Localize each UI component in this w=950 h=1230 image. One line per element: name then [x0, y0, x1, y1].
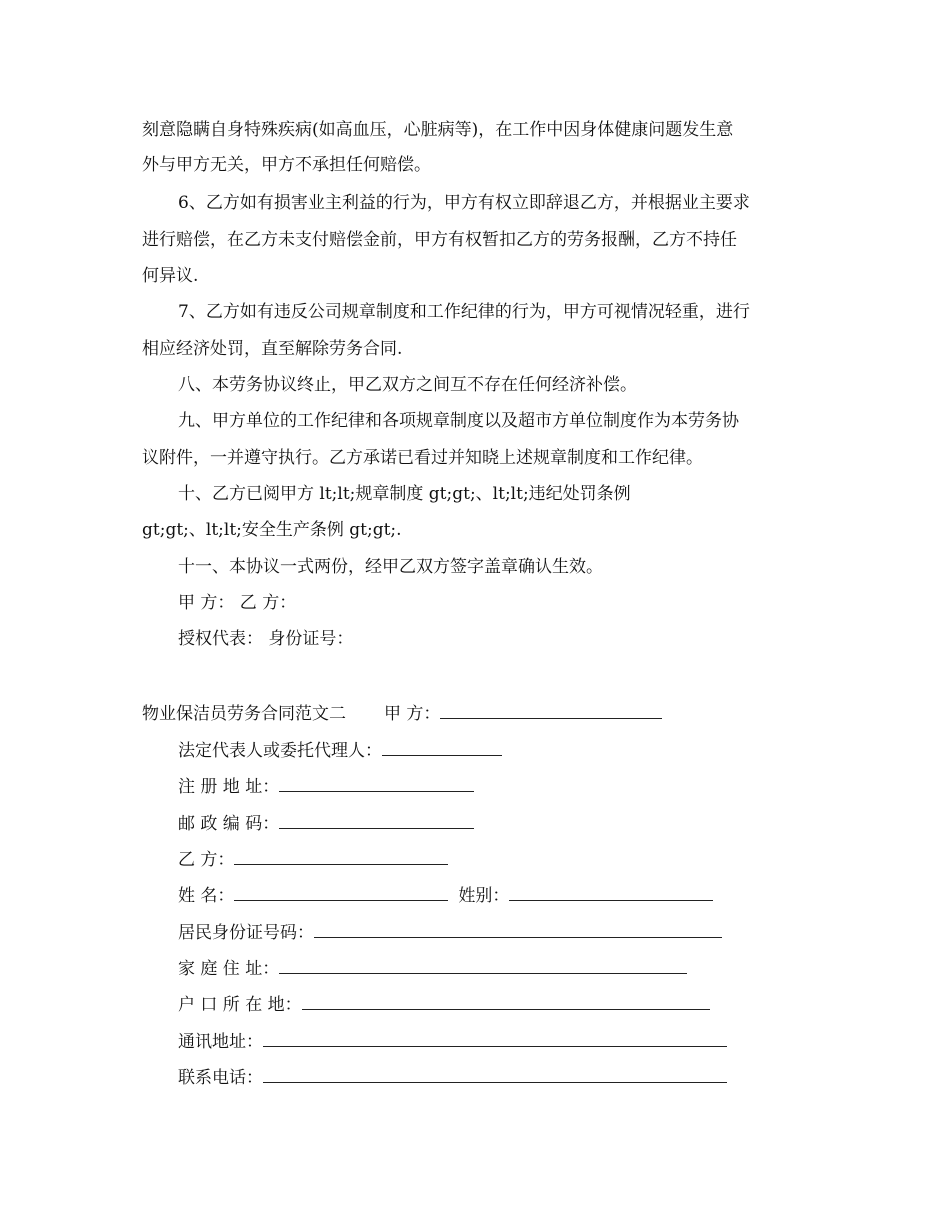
clause-9-line: 议附件，一并遵守执行。乙方承诺已看过并知晓上述规章制度和工作纪律。 — [142, 448, 703, 468]
reg-address-row — [178, 775, 474, 799]
postcode-label: 邮 政 编 码： — [178, 814, 280, 834]
phone-label: 联系电话： — [178, 1068, 263, 1088]
gender-field[interactable] — [509, 884, 713, 901]
party-b-label: 乙 方： — [178, 850, 235, 870]
legal-rep-label: 法定代表人或委托代理人： — [178, 741, 382, 761]
party-b-field[interactable] — [234, 848, 448, 865]
party-a-label: 甲 方： — [384, 704, 441, 724]
party-a-field[interactable] — [440, 702, 662, 719]
home-address-field[interactable] — [279, 957, 687, 974]
id-number-label: 居民身份证号码： — [178, 923, 314, 943]
phone-row — [178, 1066, 727, 1090]
clause-6-line: 6、乙方如有损害业主利益的行为，甲方有权立即辞退乙方，并根据业主要求 — [178, 193, 750, 213]
signature-parties: 甲 方： 乙 方： — [178, 593, 297, 613]
clause-7-line: 相应经济处罚，直至解除劳务合同. — [142, 339, 403, 359]
section-title: 物业保洁员劳务合同范文二 — [142, 704, 346, 724]
phone-field[interactable] — [263, 1066, 727, 1083]
clause-9-line: 九、甲方单位的工作纪律和各项规章制度以及超市方单位制度作为本劳务协 — [178, 411, 739, 431]
reg-address-field[interactable] — [279, 775, 474, 792]
legal-rep-row — [178, 739, 502, 763]
household-row — [178, 993, 710, 1017]
name-field[interactable] — [234, 884, 448, 901]
clause-6-line: 进行赔偿，在乙方未支付赔偿金前，甲方有权暂扣乙方的劳务报酬，乙方不持任 — [142, 230, 737, 250]
clause-11: 十一、本协议一式两份，经甲乙双方签字盖章确认生效。 — [178, 557, 603, 577]
form-title-row — [142, 702, 662, 726]
signature-representatives: 授权代表： 身份证号： — [178, 629, 354, 649]
paragraph-line: 刻意隐瞒自身特殊疾病(如高血压，心脏病等)，在工作中因身体健康问题发生意 — [142, 120, 734, 140]
id-number-row — [178, 921, 722, 945]
home-address-row — [178, 957, 687, 981]
postcode-row — [178, 812, 474, 836]
clause-10-line: gt;gt;、lt;lt;安全生产条例 gt;gt;. — [142, 520, 402, 540]
reg-address-label: 注 册 地 址： — [178, 777, 280, 797]
household-label: 户 口 所 在 地： — [178, 995, 302, 1015]
legal-rep-field[interactable] — [382, 739, 502, 756]
clause-6-line: 何异议. — [142, 266, 199, 286]
clause-7-line: 7、乙方如有违反公司规章制度和工作纪律的行为，甲方可视情况轻重，进行 — [178, 302, 750, 322]
mail-address-field[interactable] — [263, 1030, 727, 1047]
paragraph-line: 外与甲方无关，甲方不承担任何赔偿。 — [142, 155, 431, 175]
home-address-label: 家 庭 住 址： — [178, 959, 280, 979]
clause-8: 八、本劳务协议终止，甲乙双方之间互不存在任何经济补偿。 — [178, 375, 637, 395]
postcode-field[interactable] — [279, 812, 474, 829]
clause-10-line: 十、乙方已阅甲方 lt;lt;规章制度 gt;gt;、lt;lt;违纪处罚条例 — [178, 484, 631, 504]
gender-label: 姓别： — [458, 886, 510, 906]
household-field[interactable] — [302, 993, 710, 1010]
id-number-field[interactable] — [314, 921, 722, 938]
mail-address-row — [178, 1030, 727, 1054]
party-b-row — [178, 848, 448, 872]
name-label: 姓 名： — [178, 886, 235, 906]
name-gender-row — [178, 884, 713, 908]
mail-address-label: 通讯地址： — [178, 1032, 263, 1052]
